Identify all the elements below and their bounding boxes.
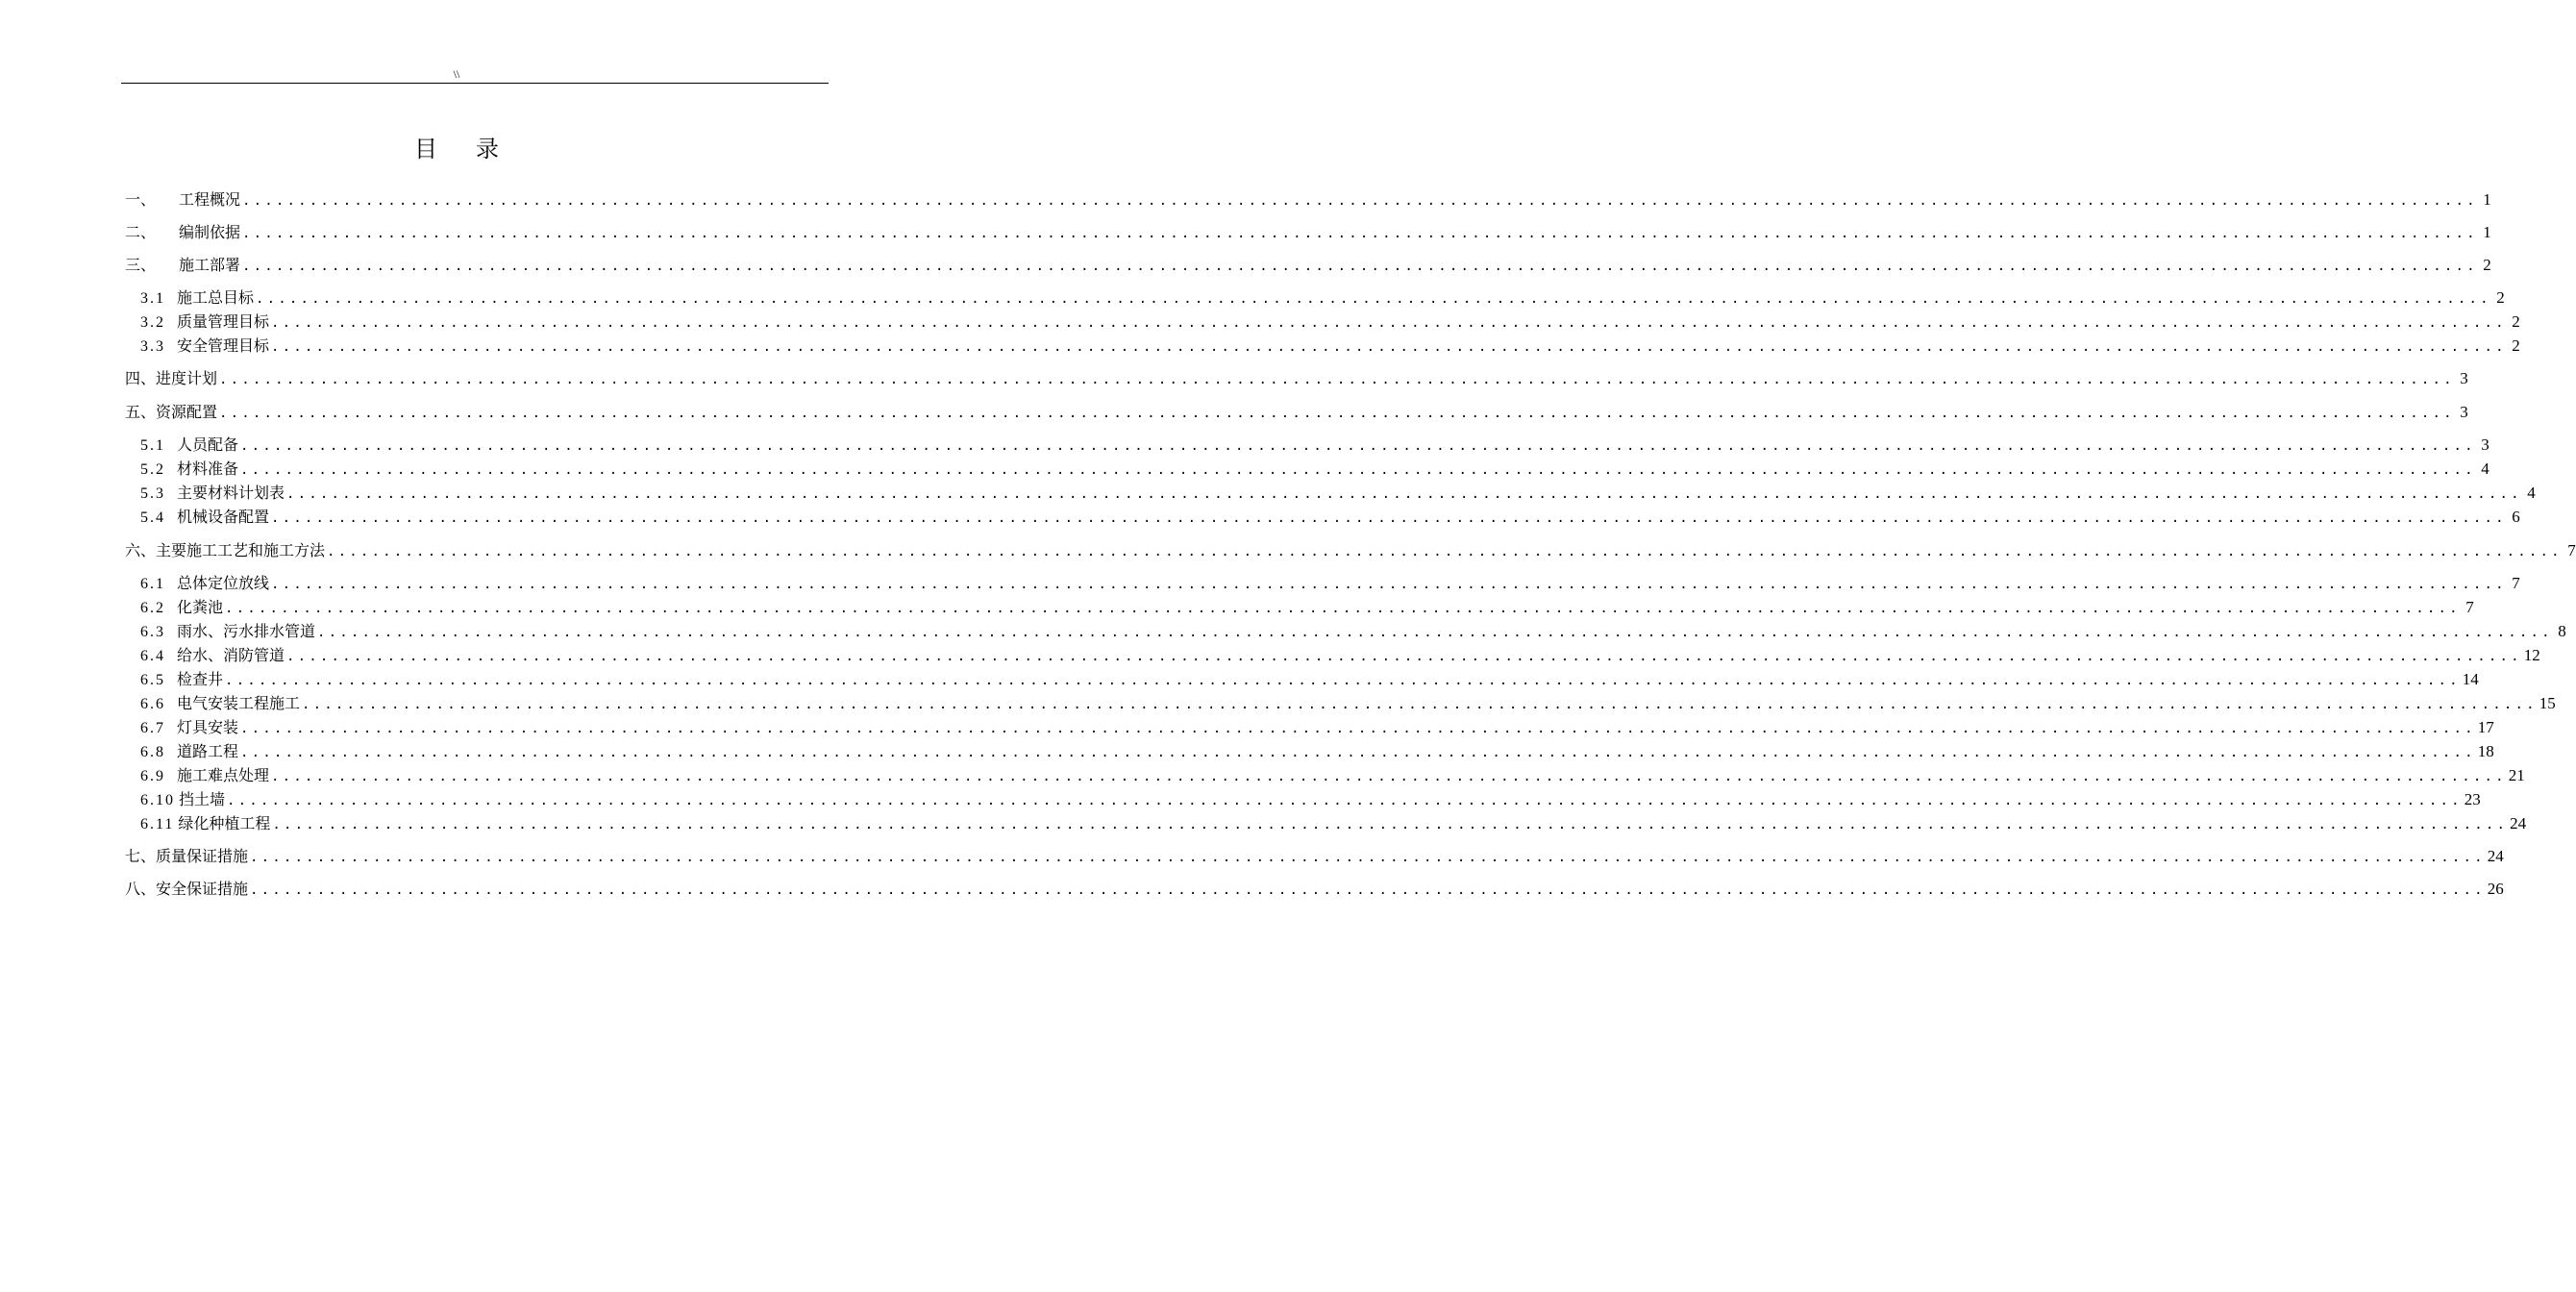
toc-entry-label: 材料准备: [177, 460, 239, 478]
toc-leader-dots: ........................................................................................................................................................................................................: [227, 793, 2463, 808]
toc-entry-label: 总体定位放线: [177, 574, 270, 592]
toc-entry-number: 三、: [125, 256, 157, 274]
toc-leader-dots: ........................................................................................................................................................................................................: [225, 673, 2461, 688]
toc-entry-page: 21: [2508, 766, 2525, 784]
toc-entry-label: 安全保证措施: [156, 880, 249, 898]
toc-entry[interactable]: [125, 368, 2468, 389]
toc-entry-number: 二、: [125, 223, 157, 241]
toc-entry-label: 检查井: [177, 670, 224, 688]
toc-entry-label: 化粪池: [177, 598, 224, 616]
toc-entry[interactable]: [140, 459, 2489, 480]
page-title: 目录: [414, 136, 537, 162]
toc-entry-page: 14: [2462, 670, 2479, 688]
toc-entry-label: 给水、消防管道: [177, 646, 285, 664]
toc-entry[interactable]: [140, 741, 2494, 762]
toc-entry[interactable]: [125, 255, 2491, 276]
toc-entry-number: 6.2: [140, 600, 165, 616]
toc-leader-dots: ........................................................................................................................................................................................................: [242, 193, 2478, 209]
toc-entry-page: 24: [2510, 814, 2527, 832]
toc-entry[interactable]: [125, 222, 2491, 243]
toc-entry-label: 进度计划: [156, 369, 218, 387]
toc-leader-dots: ........................................................................................................................................................................................................: [219, 406, 2455, 421]
toc-leader-dots: ........................................................................................................................................................................................................: [219, 372, 2455, 387]
toc-entry-label: 灯具安装: [177, 718, 239, 736]
toc-entry-page: 3: [2481, 435, 2489, 454]
toc-leader-dots: ........................................................................................................................................................................................................: [250, 882, 2486, 898]
toc-entry[interactable]: [140, 789, 2481, 810]
toc-entry-number: 5.3: [140, 485, 165, 502]
toc-leader-dots: ........................................................................................................................................................................................................: [250, 850, 2486, 865]
toc-leader-dots: ........................................................................................................................................................................................................: [271, 315, 2507, 331]
toc-entry-number: 6.4: [140, 648, 165, 664]
toc-entry-number: 5.4: [140, 509, 165, 526]
toc-entry-page: 26: [2487, 880, 2504, 898]
toc-entry-page: 1: [2483, 223, 2491, 241]
toc-entry-label: 挡土墙: [179, 790, 226, 808]
toc-entry[interactable]: [140, 435, 2489, 456]
toc-entry-number: 6.1: [140, 576, 165, 592]
toc-entry-number: 5.1: [140, 437, 165, 454]
toc-entry-number: 四、: [125, 369, 157, 387]
toc-entry-number: 3.1: [140, 290, 165, 307]
toc-entry-number: 6.5: [140, 672, 165, 688]
toc-entry-label: 人员配备: [177, 435, 239, 454]
toc-entry-page: 2: [2496, 288, 2505, 307]
toc-entry[interactable]: [140, 483, 2536, 504]
toc-entry[interactable]: [140, 765, 2525, 786]
toc-entry-number: 6.10: [140, 792, 175, 808]
toc-entry-number: 6.9: [140, 768, 165, 784]
toc-entry-page: 3: [2460, 403, 2468, 421]
toc-entry-number: 6.8: [140, 744, 165, 760]
toc-entry[interactable]: [125, 540, 2576, 561]
toc-entry-number: 6.7: [140, 720, 165, 736]
toc-entry[interactable]: [125, 402, 2468, 423]
toc-entry[interactable]: [125, 846, 2504, 867]
header-rule: [121, 83, 829, 84]
toc-entry[interactable]: [140, 717, 2494, 738]
toc-entry-label: 雨水、污水排水管道: [177, 622, 316, 640]
toc-entry[interactable]: [125, 879, 2504, 900]
toc-entry-page: 2: [2512, 312, 2520, 331]
toc-leader-dots: ........................................................................................................................................................................................................: [271, 339, 2507, 355]
toc-entry-label: 施工部署: [179, 256, 241, 274]
toc-leader-dots: ........................................................................................................................................................................................................: [327, 544, 2563, 559]
toc-entry-number: 五、: [125, 403, 157, 421]
toc-entry-page: 4: [2481, 460, 2489, 478]
toc-entry-page: 4: [2527, 484, 2536, 502]
toc-entry-label: 工程概况: [179, 190, 241, 209]
toc-entry[interactable]: [140, 287, 2505, 309]
toc-entry-label: 主要材料计划表: [177, 484, 285, 502]
toc-entry[interactable]: [140, 621, 2566, 642]
toc-entry-label: 电气安装工程施工: [177, 694, 301, 712]
toc-entry[interactable]: [140, 813, 2527, 834]
toc-leader-dots: ........................................................................................................................................................................................................: [256, 291, 2491, 307]
toc-leader-dots: ........................................................................................................................................................................................................: [271, 510, 2507, 526]
toc-entry-number: 一、: [125, 190, 157, 209]
toc-leader-dots: ........................................................................................................................................................................................................: [242, 226, 2478, 241]
toc-leader-dots: ........................................................................................................................................................................................................: [317, 625, 2553, 640]
toc-entry[interactable]: [140, 669, 2479, 690]
toc-entry-label: 施工总目标: [177, 288, 255, 307]
toc-entry-page: 2: [2512, 336, 2520, 355]
toc-entry-page: 7: [2567, 541, 2576, 559]
toc-leader-dots: ........................................................................................................................................................................................................: [240, 438, 2476, 454]
toc-entry-number: 6.6: [140, 696, 165, 712]
toc-entry-page: 24: [2487, 847, 2504, 865]
toc-entry-number: 3.2: [140, 314, 165, 331]
running-header-mark: \\: [453, 67, 460, 81]
toc-entry-page: 17: [2477, 718, 2494, 736]
toc-leader-dots: ........................................................................................................................................................................................................: [225, 601, 2461, 616]
toc-entry-label: 安全管理目标: [177, 336, 270, 355]
toc-entry-page: 15: [2539, 694, 2556, 712]
toc-entry-page: 2: [2483, 256, 2491, 274]
toc-entry[interactable]: [140, 597, 2474, 618]
toc-entry-label: 资源配置: [156, 403, 218, 421]
toc-entry[interactable]: [140, 693, 2556, 714]
toc-entry-label: 编制依据: [179, 223, 241, 241]
toc-entry[interactable]: [140, 507, 2520, 528]
toc-entry-number: 6.11: [140, 816, 175, 832]
toc-entry-label: 质量管理目标: [177, 312, 270, 331]
toc-entry-page: 3: [2460, 369, 2468, 387]
toc-entry-label: 施工难点处理: [177, 766, 270, 784]
toc-leader-dots: ........................................................................................................................................................................................................: [272, 817, 2509, 832]
toc-entry-label: 机械设备配置: [177, 508, 270, 526]
toc-leader-dots: ........................................................................................................................................................................................................: [240, 745, 2476, 760]
toc-entry-number: 3.3: [140, 338, 165, 355]
toc-leader-dots: ........................................................................................................................................................................................................: [302, 697, 2538, 712]
toc-entry-page: 7: [2465, 598, 2474, 616]
toc-entry-page: 6: [2512, 508, 2520, 526]
toc-entry-label: 绿化种植工程: [178, 814, 271, 832]
toc-entry-page: 12: [2523, 646, 2540, 664]
toc-entry-number: 八、: [125, 880, 157, 898]
toc-entry-page: 7: [2512, 574, 2520, 592]
toc-entry-label: 主要施工工艺和施工方法: [156, 541, 326, 559]
toc-entry-number: 5.2: [140, 461, 165, 478]
toc-leader-dots: ........................................................................................................................................................................................................: [271, 769, 2507, 784]
toc-entry-page: 1: [2483, 190, 2491, 209]
toc-entry[interactable]: [140, 311, 2520, 333]
toc-entry-label: 道路工程: [177, 742, 239, 760]
toc-leader-dots: ........................................................................................................................................................................................................: [286, 486, 2522, 502]
toc-entry-number: 6.3: [140, 624, 165, 640]
toc-entry[interactable]: [125, 189, 2491, 211]
toc-entry-label: 质量保证措施: [156, 847, 249, 865]
toc-entry[interactable]: [140, 645, 2540, 666]
toc-leader-dots: ........................................................................................................................................................................................................: [271, 577, 2507, 592]
toc-entry-number: 六、: [125, 541, 157, 559]
toc-leader-dots: ........................................................................................................................................................................................................: [240, 462, 2476, 478]
toc-entry-page: 8: [2558, 622, 2566, 640]
toc-leader-dots: ........................................................................................................................................................................................................: [286, 649, 2522, 664]
toc-leader-dots: ........................................................................................................................................................................................................: [242, 259, 2478, 274]
toc-entry-page: 23: [2464, 790, 2481, 808]
toc-leader-dots: ........................................................................................................................................................................................................: [240, 721, 2476, 736]
toc-entry[interactable]: [140, 335, 2520, 357]
toc-entry-number: 七、: [125, 847, 157, 865]
toc-entry-page: 18: [2477, 742, 2494, 760]
toc-entry[interactable]: [140, 573, 2520, 594]
